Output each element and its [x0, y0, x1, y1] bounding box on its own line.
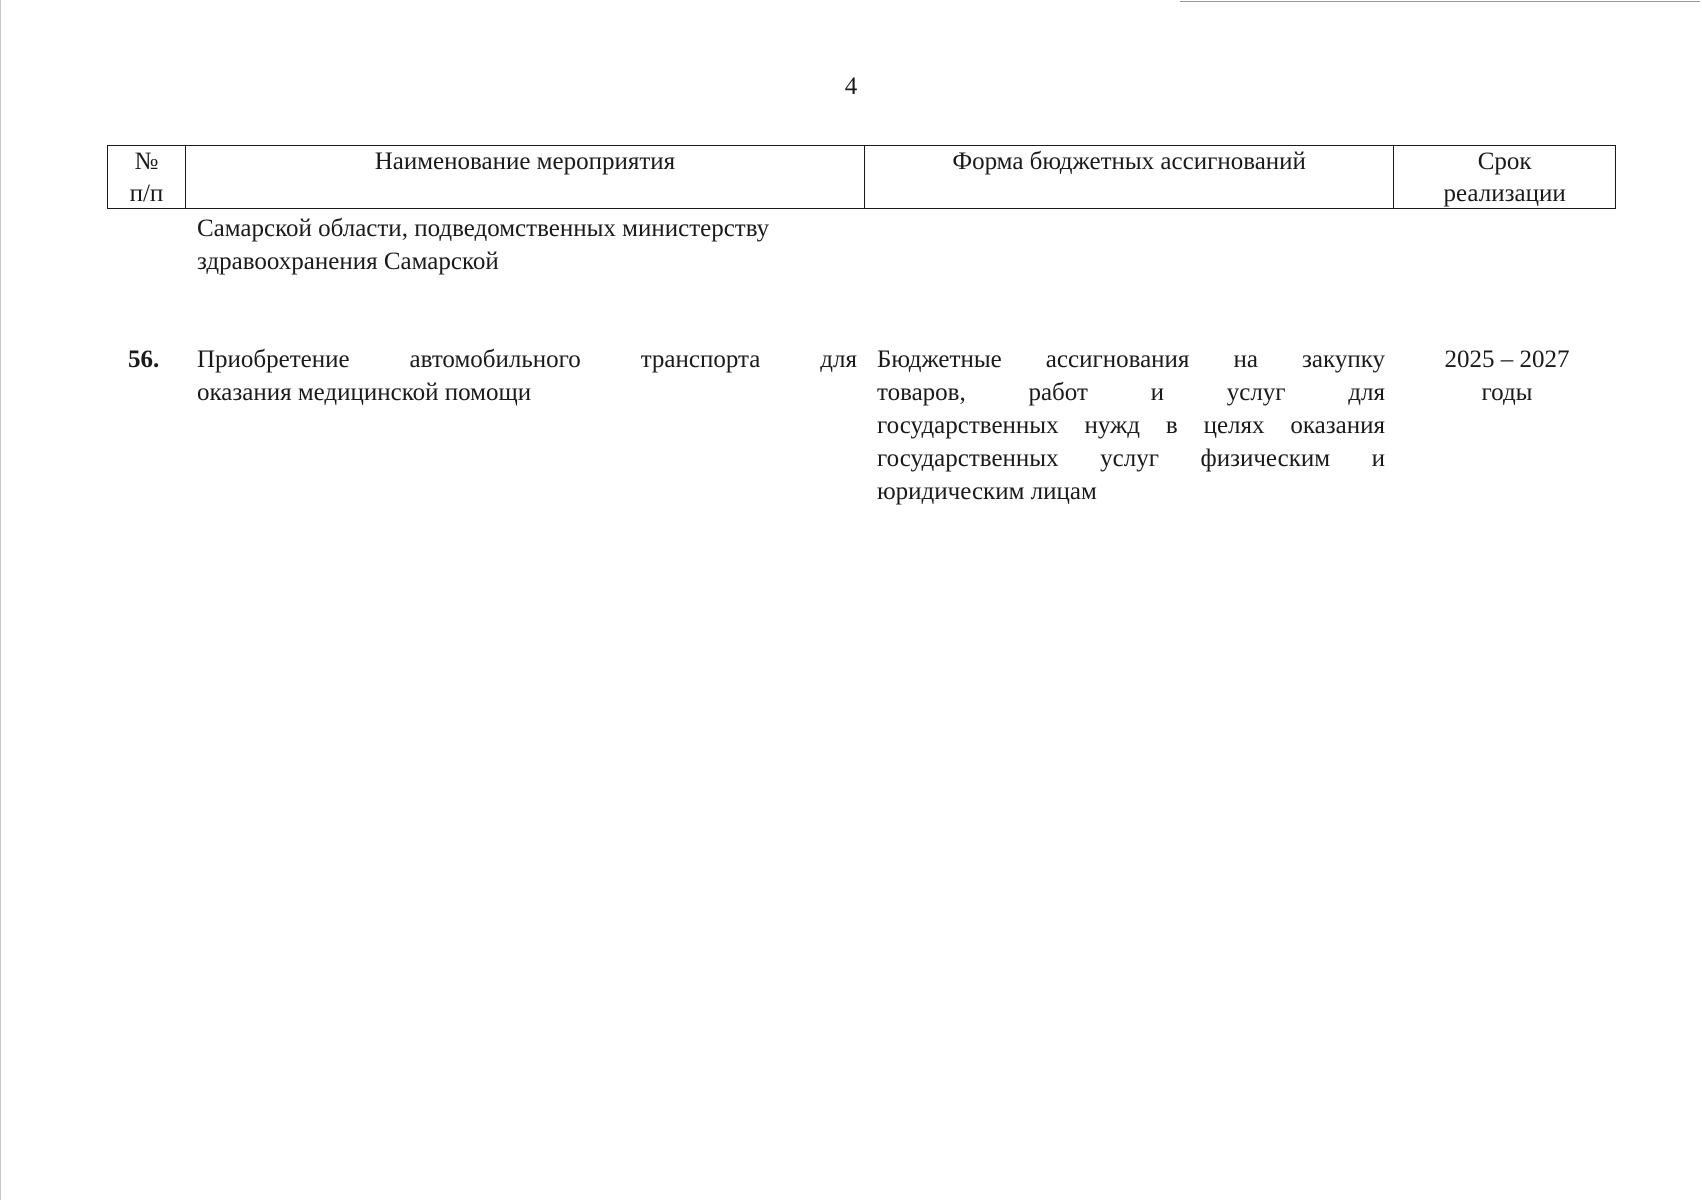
row-56-name-line-2: оказания медицинской помощи — [197, 379, 532, 406]
header-term-line1: Срок — [1477, 148, 1532, 175]
continuation-text — [197, 212, 857, 278]
continuation-line-2: здравоохранения Самарской — [197, 248, 499, 275]
row-56-term — [1397, 343, 1617, 409]
row-56-form-line-1: Бюджетные ассигнования на закупку — [877, 346, 1385, 373]
header-number-line1: № — [134, 148, 159, 175]
row-56-form-line-5: юридическим лицам — [877, 478, 1097, 505]
row-56-form-line-4: государственных услуг физическим и — [877, 445, 1385, 472]
scan-artifact-line — [1180, 1, 1700, 2]
row-56-number: 56. — [128, 346, 160, 373]
header-cell-form — [865, 146, 1394, 208]
header-cell-term — [1394, 146, 1615, 208]
header-cell-number — [108, 146, 186, 208]
row-56-name — [197, 343, 857, 409]
row-56-term-line-2: годы — [1481, 379, 1533, 406]
header-number-line2: п/п — [129, 180, 164, 207]
row-56-form-line-2: товаров, работ и услуг для — [877, 379, 1385, 406]
row-56-form — [877, 343, 1385, 508]
header-term-line2: реализации — [1443, 180, 1566, 207]
continuation-line-1: Самарской области, подведомственных министерству — [197, 215, 770, 242]
page-number: 4 — [844, 73, 858, 100]
page-left-edge — [0, 0, 1, 1200]
table-header — [107, 145, 1616, 209]
header-name-label: Наименование мероприятия — [374, 148, 676, 175]
header-cell-name — [186, 146, 865, 208]
row-56-term-line-1: 2025 – 2027 — [1444, 346, 1570, 373]
header-form-label: Форма бюджетных ассигнований — [952, 148, 1306, 175]
row-56-name-line-1: Приобретение автомобильного транспорта для — [197, 346, 857, 373]
row-56-form-line-3: государственных нужд в целях оказания — [877, 412, 1385, 439]
